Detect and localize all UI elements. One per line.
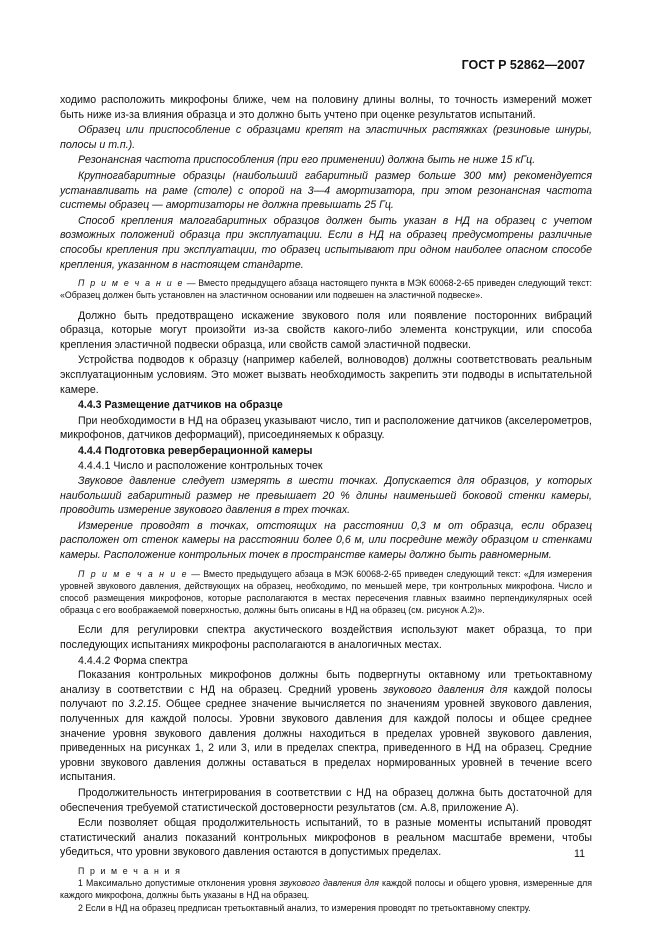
paragraph xyxy=(60,668,592,785)
text-span-italic: 3.2.15 xyxy=(128,698,159,711)
subsection-heading: 4.4.4.2 Форма спектра xyxy=(78,654,188,667)
note xyxy=(60,277,592,301)
note-label: П р и м е ч а н и е xyxy=(78,568,189,579)
subsection-heading: 4.4.4.1 Число и расположение контрольных точек xyxy=(78,460,323,473)
paragraph: Звуковое давление следует измерять в шести точках. Допускается для образцов, у которых наибольший габаритный размер не превышает 20 % длины наименьшей боковой стенки камеры, проводить измерение звукового давления в трех точках. xyxy=(60,475,592,517)
paragraph: При необходимости в НД на образец указывают число, тип и расположение датчиков (акселерометров, микрофонов, датчиков деформаций), присоединяемых к образцу. xyxy=(60,414,592,442)
paragraph: Образец или приспособление с образцами крепят на эластичных растяжках (резиновые шнуры, полосы и т.п.). xyxy=(60,124,592,151)
paragraph: ходимо расположить микрофоны ближе, чем на половину длины волны, то точность измерений может быть ниже из-за влияния образца и это должно быть учтено при оценке результатов испытаний. xyxy=(60,94,592,121)
section-heading: 4.4.3 Размещение датчиков на образце xyxy=(78,399,283,412)
paragraph: Если позволяет общая продолжительность испытаний, то в разные моменты испытаний проводят статистический анализ показаний контрольных микрофонов в реальном масштабе времени, чтобы убедиться, что уровни звукового давления остаются в допустимых пределах. xyxy=(60,817,592,859)
note-text: — Вместо предыдущего абзаца в МЭК 60068-2-65 приведен следующий текст: «Для измерения уровней звукового давления, действующих на образец, необходимо, по меньшей мере, три контрольных микрофона. Число и способ размещения микрофонов, которые располагаются в местах пересечения главных взаимно перпендикулярных осей образца с его воображаемой поверхностью, должны быть описаны в НД на образец (см. рисунок А.2)». xyxy=(60,568,592,616)
paragraph: Если для регулировки спектра акустического воздействия используют макет образца, то при последующих испытаниях микрофоны располагаются в аналогичных местах. xyxy=(60,624,592,652)
text-span-italic: звукового давления для xyxy=(383,683,508,696)
text-span: каждой полосы получают по xyxy=(60,683,592,711)
note-item xyxy=(60,877,592,901)
paragraph: Крупногабаритные образцы (наибольший габаритный размер больше 300 мм) рекомендуется устанавливать на раме (столе) с опорой на 3—4 амортизатора, при этом резонансная частота системы образец — амортизаторы не должна превышать 25 Гц. xyxy=(60,169,592,212)
section-heading: 4.4.4 Подготовка реверберационной камеры xyxy=(78,444,313,457)
text-span: каждой полосы и общего уровня, измеренные для каждого микрофона, должны быть указаны в НД на образец. xyxy=(60,878,592,901)
note-text: — Вместо предыдущего абзаца настоящего пункта в МЭК 60068-2-65 приведен следующий текст: «Образец должен быть установлен на эластичном основании или подвешен на эластичной подвеске». xyxy=(60,278,592,301)
text-span-italic: звукового давления для xyxy=(279,878,379,889)
document-header: ГОСТ Р 52862—2007 xyxy=(461,58,585,72)
note xyxy=(60,568,592,617)
paragraph: Продолжительность интегрирования в соответствии с НД на образец должна быть достаточной для обеспечения требуемой статистической достоверности результатов (см. А.8, приложение А). xyxy=(60,786,592,814)
text-span: . Общее среднее значение вычисляется по значениям уровней звукового давления, полученных для каждой полосы. Уровни звукового давления для каждой полосы и общее среднее значение уровня звукового давления должны находиться в пределах уровней звукового давления, приведенных на рисунках 1, 2 или 3, или в пределах спектра, приведенного в НД на образец. Средние уровни звукового давления должны оставаться в пределах нормированных уровней в течение всего испытания. xyxy=(60,698,592,784)
paragraph: Способ крепления малогабаритных образцов должен быть указан в НД на образец с учетом возможных положений образца при эксплуатации. Если в НД на образец предусмотрены различные способы крепления при эксплуатации, то образец испытывают при одном наиболее опасном способе крепления, указанном в настоящем стандарте. xyxy=(60,214,592,271)
paragraph: Резонансная частота приспособления (при его применении) должна быть не ниже 15 кГц. xyxy=(78,154,536,167)
paragraph: Должно быть предотвращено искажение звукового поля или появление посторонних вибраций образца, которые могут произойти из-за свойств какого-либо элемента конструкции, или способа крепления эластичной подвески образца, или свойств самой эластичной подвески. xyxy=(60,309,592,351)
note-item: 2 Если в НД на образец предписан третьоктавный анализ, то измерения проводят по третьоктавному спектру. xyxy=(78,902,531,913)
note-label: П р и м е ч а н и е xyxy=(78,278,185,289)
page-number: 11 xyxy=(574,848,585,860)
text-span: Показания контрольных микрофонов должны быть подвергнуты октавному или третьоктавному анализу в соответствии с НД на образец. Средний уровень xyxy=(60,669,592,696)
paragraph: Устройства подводов к образцу (например кабелей, волноводов) должны соответствовать реальным эксплуатационным условиям. Это может вызвать необходимость закрепить эти подводы в испытательной камере. xyxy=(60,354,592,396)
document-body xyxy=(60,93,592,914)
text-span: 1 Максимально допустимые отклонения уровня xyxy=(78,878,280,889)
notes-title: П р и м е ч а н и я xyxy=(78,865,182,876)
paragraph: Измерение проводят в точках, отстоящих на расстоянии 0,3 м от образца, если образец расположен от стенок камеры на расстоянии более 0,6 м, или посредине между образцом и стенками камеры. Расположение контрольных точек в пространстве камеры должно быть равномерным. xyxy=(60,519,592,562)
